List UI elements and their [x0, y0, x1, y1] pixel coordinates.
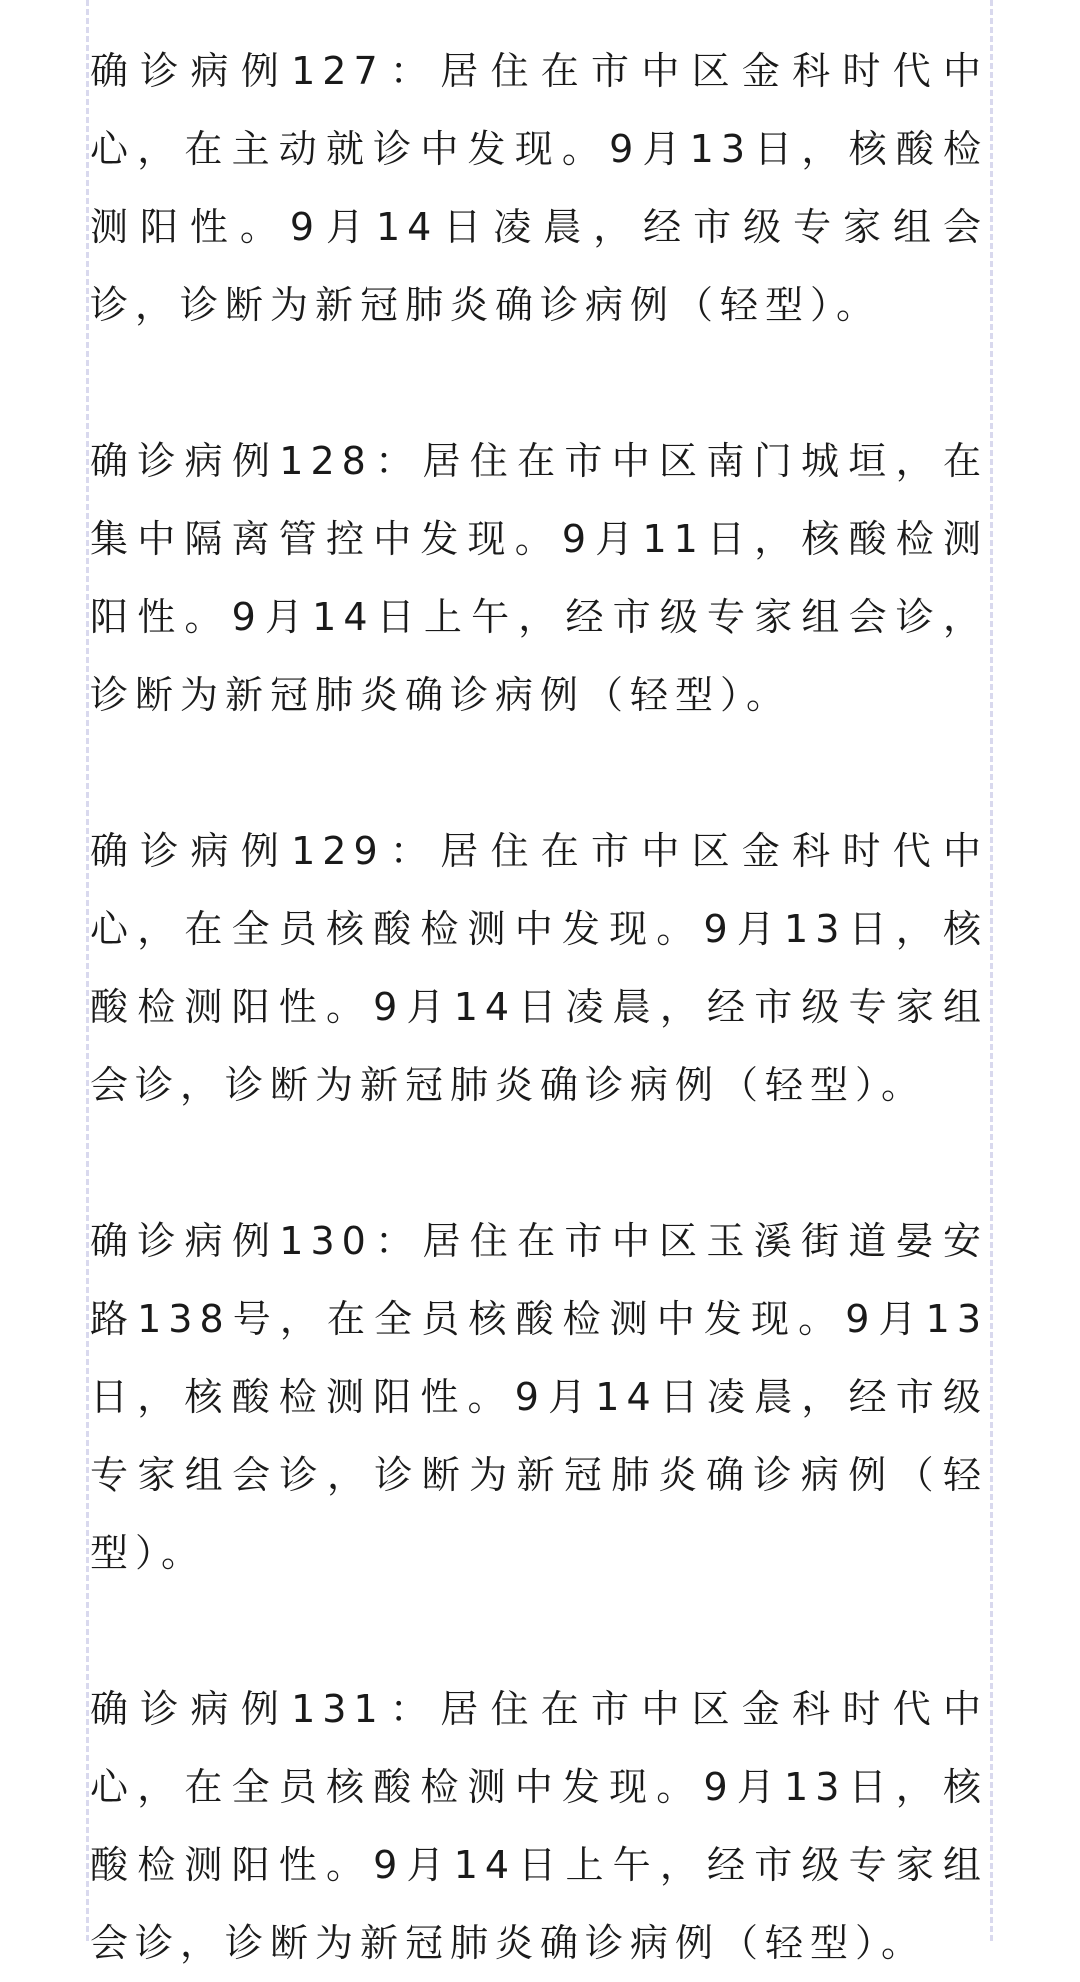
- right-dashed-border: [990, 0, 993, 1941]
- case-paragraph-129: 确诊病例129：居住在市中区金科时代中心，在全员核酸检测中发现。9月13日，核酸检测阳性。9月14日凌晨，经市级专家组会诊，诊断为新冠肺炎确诊病例（轻型）。: [90, 829, 988, 1107]
- article-body: [90, 32, 988, 1982]
- case-paragraph-131: 确诊病例131：居住在市中区金科时代中心，在全员核酸检测中发现。9月13日，核酸检测阳性。9月14日上午，经市级专家组会诊，诊断为新冠肺炎确诊病例（轻型）。: [90, 1687, 988, 1965]
- case-paragraph-128: 确诊病例128：居住在市中区南门城垣，在集中隔离管控中发现。9月11日，核酸检测阳性。9月14日上午，经市级专家组会诊，诊断为新冠肺炎确诊病例（轻型）。: [90, 439, 988, 717]
- case-paragraph-127: 确诊病例127：居住在市中区金科时代中心，在主动就诊中发现。9月13日，核酸检测阳性。9月14日凌晨，经市级专家组会诊，诊断为新冠肺炎确诊病例（轻型）。: [90, 49, 988, 327]
- case-paragraph-130: 确诊病例130：居住在市中区玉溪街道晏安路138号，在全员核酸检测中发现。9月13日，核酸检测阳性。9月14日凌晨，经市级专家组会诊，诊断为新冠肺炎确诊病例（轻型）。: [90, 1219, 988, 1575]
- left-dashed-border: [86, 0, 89, 1941]
